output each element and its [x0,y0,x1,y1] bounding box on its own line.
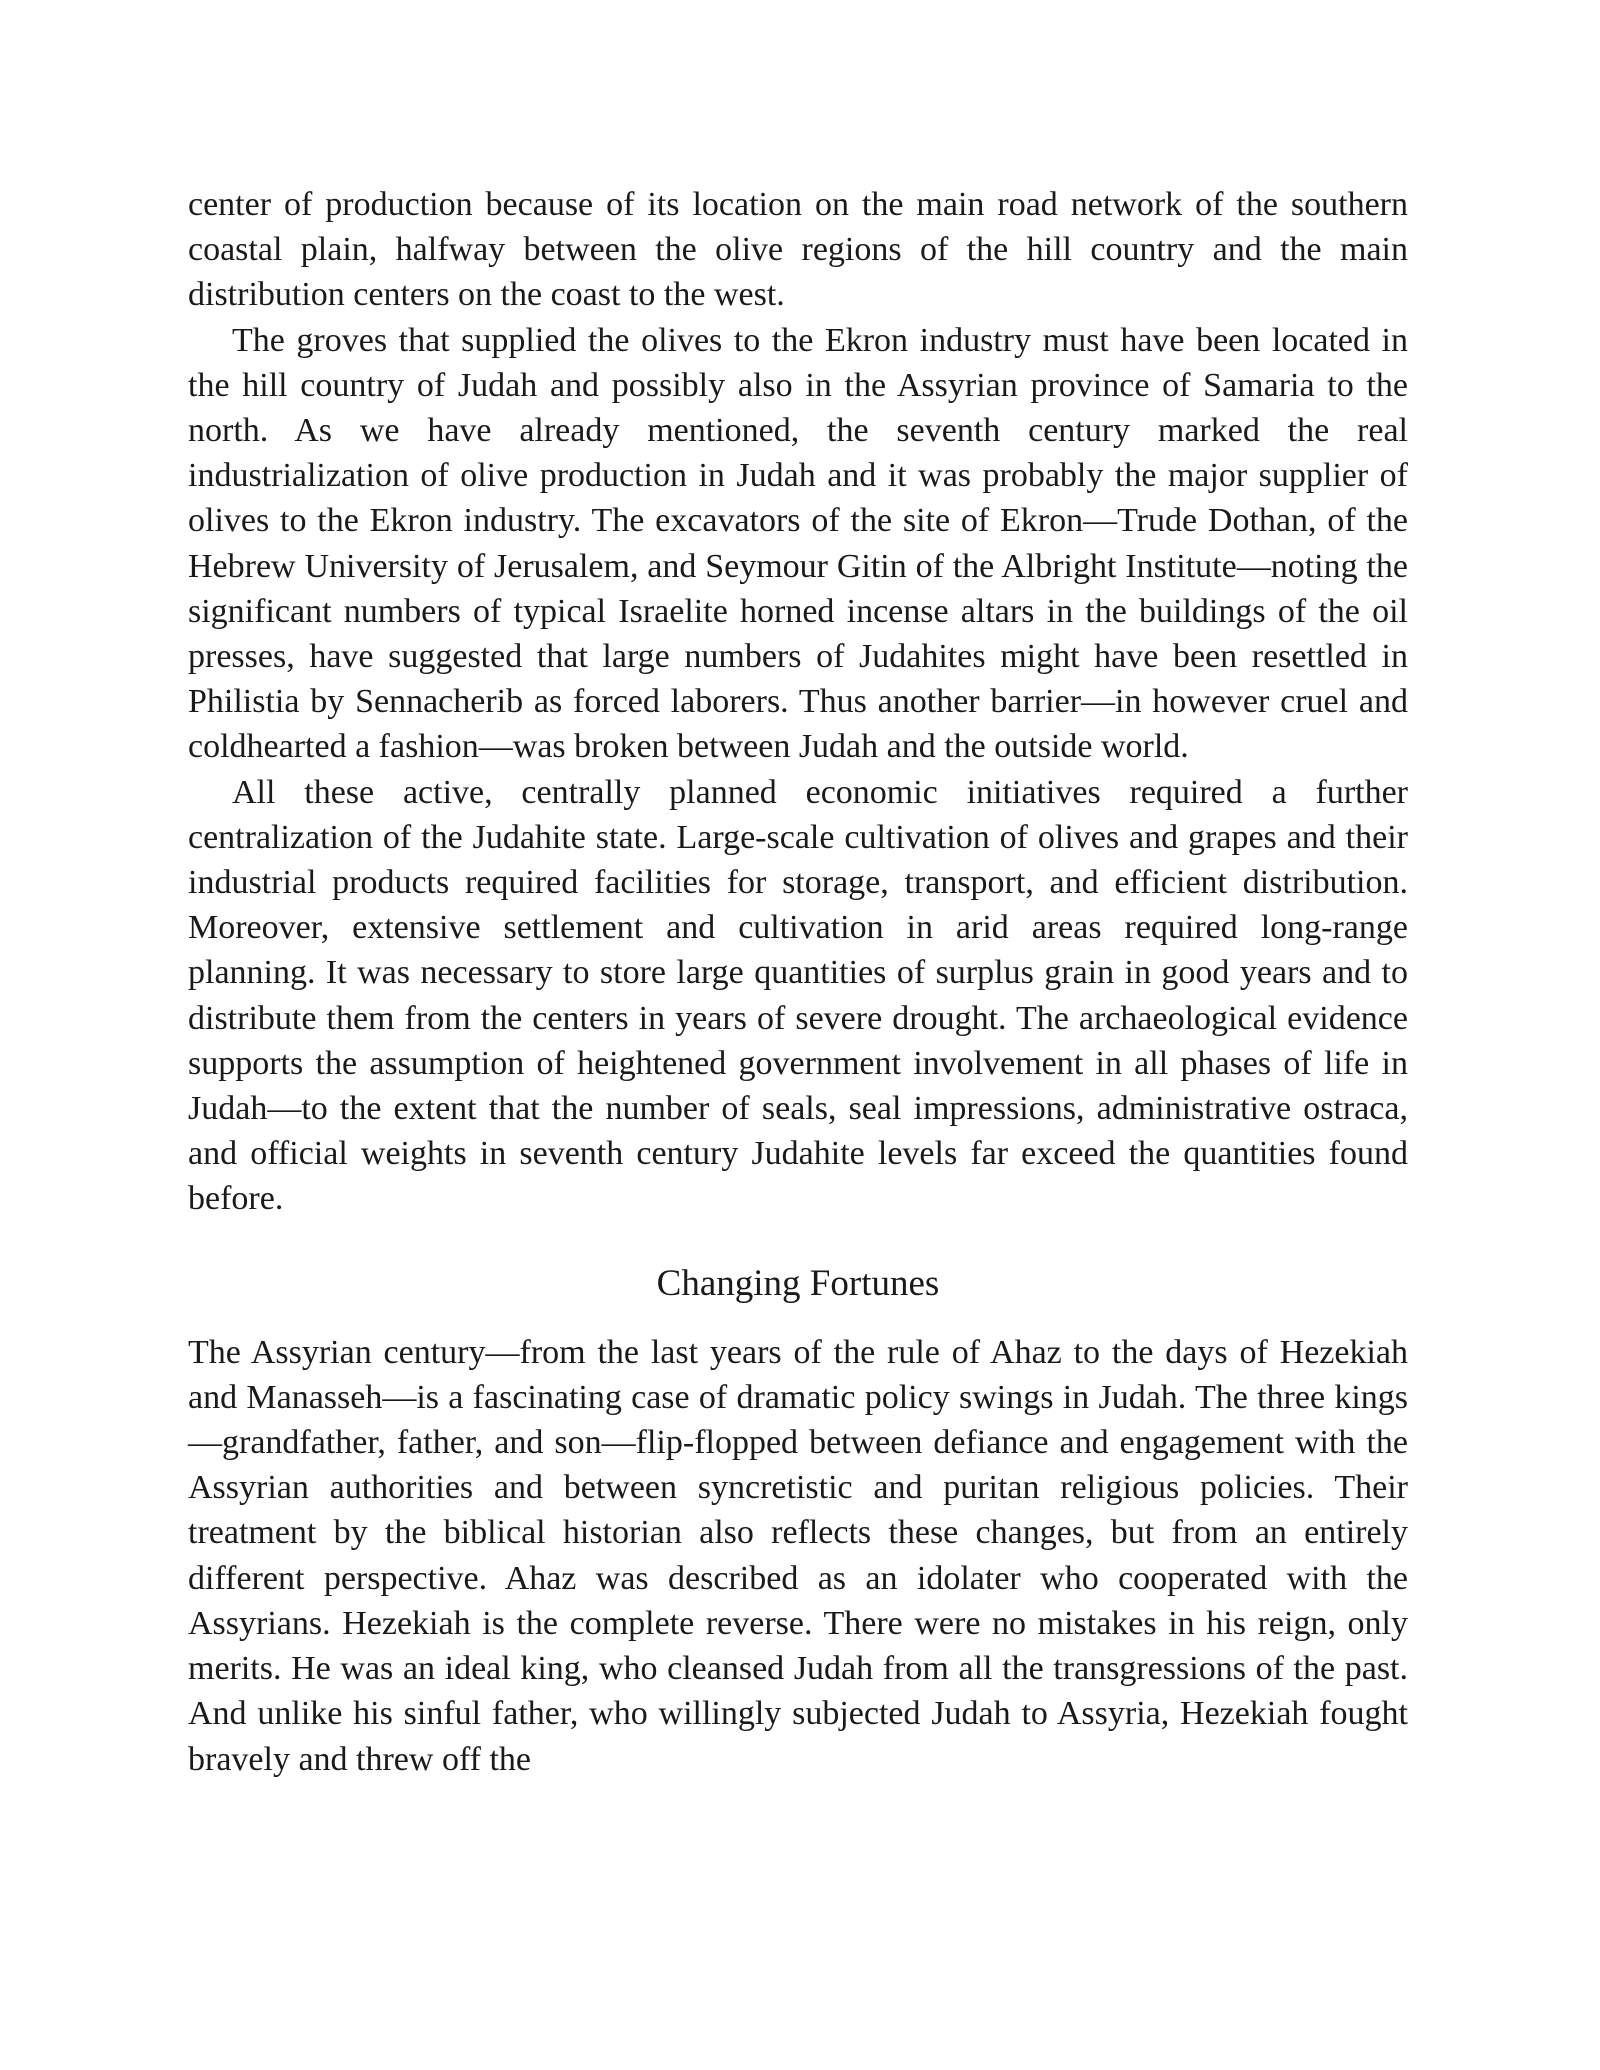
paragraph-assyrian-century: The Assyrian century—from the last years of the rule of Ahaz to the days of Hezekiah and Manasseh—is a fascinating case of dramatic policy swings in Judah. The three kings—grandfather, father, and son—flip-flopped between defiance and engagement with the Assyrian authorities and between syncretistic and puritan religious policies. Their treatment by the biblical historian also reflects these changes, but from an entirely different perspective. Ahaz was described as an idolater who cooperated with the Assyrians. Hezekiah is the complete reverse. There were no mistakes in his reign, only merits. He was an ideal king, who cleansed Judah from all the transgressions of the past. And unlike his sinful father, who willingly subjected Judah to Assyria, Hezekiah fought bravely and threw off the [188,1333,1408,1778]
section-heading: Changing Fortunes [656,1262,940,1304]
book-page [188,182,1408,1782]
paragraph-ekron-groves: The groves that supplied the olives to the Ekron industry must have been located in the hill country of Judah and possibly also in the Assyrian province of Samaria to the north. As we have already mentioned, the seventh century marked the real industrialization of olive production in Judah and it was probably the major supplier of olives to the Ekron industry. The excavators of the site of Ekron—Trude Dothan, of the Hebrew University of Jerusalem, and Seymour Gitin of the Albright Institute—noting the significant numbers of typical Israelite horned incense altars in the buildings of the oil presses, have suggested that large numbers of Judahites might have been resettled in Philistia by Sennacherib as forced laborers. Thus another barrier—in however cruel and coldhearted a fashion—was broken between Judah and the outside world. [188,321,1408,766]
paragraph-centralization: All these active, centrally planned economic initiatives required a further centralization of the Judahite state. Large-scale cultivation of olives and grapes and their industrial products required facilities for storage, transport, and efficient distribution. Moreover, extensive settlement and cultivation in arid areas required long-range planning. It was necessary to store large quantities of surplus grain in good years and to distribute them from the centers in years of severe drought. The archaeological evidence supports the assumption of heightened government involvement in all phases of life in Judah—to the extent that the number of seals, seal impressions, administrative ostraca, and official weights in seventh century Judahite levels far exceed the quantities found before. [188,773,1408,1218]
paragraph-continuation: center of production because of its location on the main road network of the southern coastal plain, halfway between the olive regions of the hill country and the main distribution centers on the coast to the west. [188,186,1408,314]
